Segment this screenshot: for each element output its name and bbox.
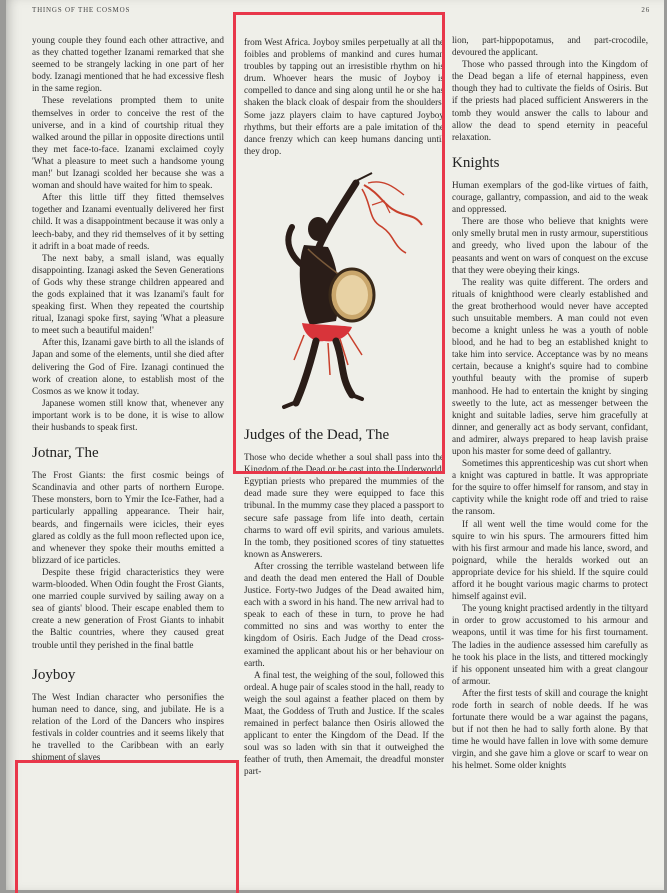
- paragraph: The reality was quite different. The orders and rituals of knighthood were clearly established and the great brotherhood would never have accepted such unsuitable members. A man could not even become a knight unless he was a youth of noble blood, and he had to beg an established knight to take him into service. Acceptance was by no means certain, because a knight's squire had to combine youthful beauty with the promise of superb manhood. He had to entertain the knight by singing sweetly to the lute, act as messenger between the knight and suitable ladies, serve him gracefully at dinner, and generally act as body servant, confidant, and admirer, always prepared to heap lavish praise upon his master for some deed of gallantry.: [452, 276, 648, 456]
- paragraph: Human exemplars of the god-like virtues of faith, courage, gallantry, compassion, and aid to the weak and oppressed.: [452, 179, 648, 215]
- paragraph: After crossing the terrible wasteland between life and death the dead men entered the Hall of Double Justice. Forty-two Judges of the Dead awaited him, each with a sword in his hand. The new arrival had to speak to each of these in turn, to prove he had committed no sins and was worthy to enter the kingdom of Osiris. Each Judge of the Dead cross-examined the applicant about his or her behaviour on earth.: [244, 560, 444, 668]
- paragraph: A final test, the weighing of the soul, followed this ordeal. A huge pair of scales stood in the hall, ready to weigh the soul against a feather placed on them by Maat, the Goddess of Truth and Justice. If the scales remained in perfect balance then Osiris allowed the applicant to enter the Kingdom of the Dead. If the soul was so laden with sin that it outweighed the feather of truth, then Amemait, the dreadful monster part-: [244, 669, 444, 777]
- paragraph: Those who passed through into the Kingdom of the Dead began a life of eternal happiness, even though they had to cultivate the fields of Osiris. But if the priests had placed sufficient Answerers in the tomb they would answer the calls to labour and allow the dead to spend eternity in peaceful relaxation.: [452, 59, 648, 142]
- paragraph: After this little tiff they fitted themselves together and Izanami eventually delivered her first child. It was a disappointment because it was only a leech-baby, and they rid themselves of it by setting it adrift in a boat made of reeds.: [32, 192, 224, 251]
- running-head: [32, 6, 650, 20]
- paragraph: Sometimes this apprenticeship was cut short when a knight was captured in battle. It was appropriate for the squire to offer himself for ransom, and stay in captivity while the knight rode off and tried to raise the ransom.: [452, 458, 648, 517]
- page-number: 26: [641, 6, 650, 14]
- dancing-drummer-illustration: [244, 165, 444, 415]
- paragraph: lion, part-hippopotamus, and part-crocodile, devoured the applicant.: [452, 35, 648, 58]
- paragraph: The next baby, a small island, was equally disappointing. Izanagi asked the Seven Generations of Gods why these strange children appeared and the gods explained that it was Izanami's fault for speaking first. When they repeated the courtship ritual, Izanagi spoke first, saying 'What a pleasure to meet such a beautiful maiden!': [32, 252, 224, 336]
- column-left: [32, 34, 224, 763]
- paragraph: The West Indian character who personifies the human need to dance, sing, and jubilate. He is a relation of the Lord of the Dancers who inspires festivals in colder countries and it seems likely that he travelled to the Caribbean with an early shipment of slaves: [32, 691, 224, 763]
- book-page: [6, 0, 664, 890]
- entry-heading-jotnar: Jotnar, The: [32, 445, 99, 462]
- paragraph: The young knight practised ardently in the tiltyard in order to grow accustomed to his armour and weapons, until it was time for his first tournament. The ladies in the audience assessed him carefully as he took his place in the lists, and tittered mockingly if his opponent unseated him with a great clangour of armour.: [452, 603, 648, 686]
- entry-heading-judges: Judges of the Dead, The: [244, 426, 390, 443]
- paragraph: If all went well the time would come for the squire to win his spurs. The armourers fitted him with his first armour and made his lance, sword, and poignard, while the heralds worked out an appropriate device for his shield. If the squire could afford it he bought various magic charms to protect himself against evil.: [452, 518, 648, 602]
- paragraph: Despite these frigid characteristics they were warm-blooded. When Odin fought the Frost Giants, one married couple survived by sailing away on a sea of giants' blood. Their escape enabled them to create a new generation of Frost Giants to inhabit the Baltic countries, where they caused great trouble until they perished in the final battle: [32, 566, 224, 650]
- paragraph: These revelations prompted them to unite themselves in order to conceive the rest of the universe, and in a kind of courtship ritual they walked around the pillar in opposite directions until they met face-to-face. Izanami exclaimed coyly 'What a pleasure to meet such a handsome young man!' but Izanagi scolded her because she was a woman and should have waited for him to speak.: [32, 95, 224, 191]
- column-right: [452, 34, 648, 772]
- paragraph: young couple they found each other attractive, and as they chatted together Izanami remarked that she seemed to be strangely lacking in one part of her body. Izanagi mentioned that he had excessive flesh in the same region.: [32, 35, 224, 94]
- paragraph: The Frost Giants: the first cosmic beings of Scandinavia and other parts of northern Europe. These monsters, born to Ymir the Ice-Father, had a particularly appalling appearance. Their hair, beards, and fingernails were icicles, their eyes glared as coldly as the full moon reflected upon ice, and whenever they spoke their mouths emitted a blizzard of ice particles.: [32, 470, 224, 565]
- paragraph: After the first tests of skill and courage the knight rode forth in search of noble deeds. If he was fortunate there would be a war against the pagans, but if not then he had to sally forth alone. By that time he would have fallen in love with some demure virgin, and she gave him a glove or scarf to wear on his helmet. Some older knights: [452, 687, 648, 771]
- paragraph: from West Africa. Joyboy smiles perpetually at all the foibles and problems of mankind and cures human troubles by tapping out an irresistible rhythm on his drum. Whoever hears the music of Joyboy is compelled to dance and sing along until he or she has shaken the black cloak of despair from the shoulders. Some jazz players claim to have captured Joyboy rhythms, but their efforts are a pale imitation of the dance frenzy which can keep humans dancing until they drop.: [244, 37, 444, 156]
- column-middle: [244, 36, 444, 778]
- entry-heading-knights: Knights: [452, 154, 500, 171]
- dancer-drawing: [244, 165, 444, 415]
- paragraph: Japanese women still know that, whenever any important work is to be done, it is wise to allow their husbands to speak first.: [32, 397, 224, 432]
- entry-heading-joyboy: Joyboy: [32, 666, 76, 683]
- paragraph: There are those who believe that knights were only smelly brutal men in rusty armour, superstitious and greedy, who lived upon the labour of the peasants and went on wars of conquest on the excuse that they were obeying their kings.: [452, 216, 648, 275]
- running-head-title: THINGS OF THE COSMOS: [32, 6, 131, 14]
- paragraph: After this, Izanami gave birth to all the islands of Japan and some of the elements, until she died after delivering the God of Fire. Izanagi continued the work of creation alone, to establish most of the Cosmos as we know it today.: [32, 337, 224, 396]
- paragraph: Those who decide whether a soul shall pass into the Kingdom of the Dead or be cast into the Underworld. Egyptian priests who prepared the mummies of the dead made sure they were equipped to face this tribunal. In the mummy case they placed a passport to secure safe passage from life into death, certain charms to ward off evil spirits, and various amulets. In the tomb, they positioned scores of tiny statuettes known as Answerers.: [244, 452, 444, 559]
